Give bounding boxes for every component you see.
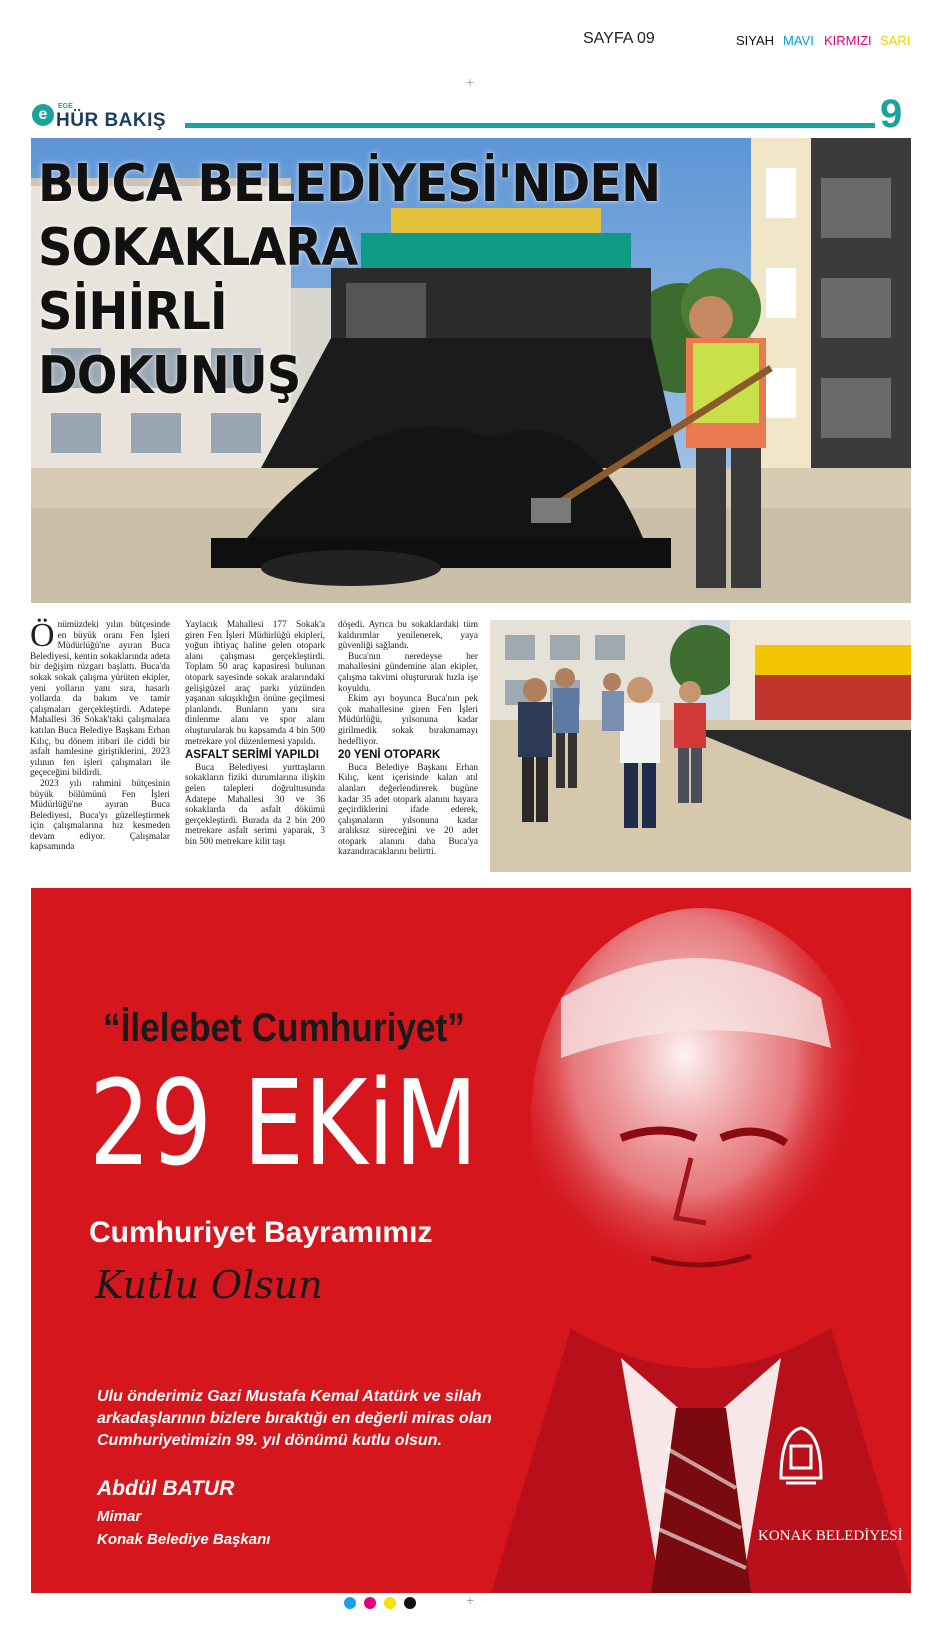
signature-office: Konak Belediye Başkanı	[97, 1531, 271, 1548]
ataturk-portrait-icon	[451, 888, 911, 1593]
headline-line-3: SİHİRLİ	[38, 282, 227, 342]
color-label-yellow: SARI	[880, 33, 911, 48]
article-paragraph: nümüzdeki yılın bütçesinde en büyük oranı Fen İşleri Müdürlüğü'ne ayıran Buca Belediyesi, kentin sokaklarında adeta bir değişim rüzgarı başlattı. Buca'da sokak sokak çalışma yürüten ekipler, yeni yolların yanı sıra, hasarlı yollarda da bakım ve tamir çalışmaları gerçekleştirdi. Adatepe Mahallesi 36 Sokak'taki çalışmalara katılan Buca Belediye Başkanı Erhan Kılıç, bu dönem itibari ile ciddi bir asfalt hamlesine giriştiklerini, 2023 yılının fen işleri çalışmaları ile geçeceğini bildirdi.	[30, 620, 170, 779]
registration-mark: +	[466, 1592, 475, 1608]
subhead-parking: 20 YENİ OTOPARK	[338, 749, 441, 762]
print-dot-cyan	[344, 1597, 356, 1609]
color-label-red: KIRMIZI	[824, 33, 872, 48]
headline-line-2: SOKAKLARA	[38, 218, 358, 278]
org-name: KONAK BELEDİYESİ	[758, 1528, 903, 1544]
masthead-logo-icon: e	[32, 104, 54, 126]
masthead-name: HÜR BAKIŞ	[56, 110, 167, 131]
ad-date: 29 EKiM	[89, 1054, 478, 1192]
article-column-1	[30, 617, 170, 853]
article-paragraph: 2023 yılı rahmini bütçesinin büyük bölümünü Fen İşleri Müdürlüğü'ne ayıran Buca Belediyesi, Buca'yı güzelleştirmek için çalışmalarına hız kesmeden devam ediyor. Çalışmalar kapsamında	[30, 778, 170, 853]
subhead-asphalt: ASFALT SERİMİ YAPILDI	[185, 749, 319, 762]
signature-title: Mimar	[97, 1508, 142, 1525]
ad-subtitle: Cumhuriyet Bayramımız	[89, 1216, 433, 1249]
article-paragraph: Buca Belediyesi yurttaşların sokakların fiziki durumlarına ilişkin gelen talepleri doğrultusunda Adatepe Mahallesi 30 ve 36 sokaklarda da asfalt dökümü gerçekleştirdi. Burada da 2 bin 200 metrekare asfalt serimi yaparak, 3 bin 500 metrekare kilit taşı	[185, 762, 325, 847]
signature-name: Abdül BATUR	[97, 1477, 235, 1500]
article-paragraph: Yaylacık Mahallesi 177 Sokak'a giren Fen İşleri Müdürlüğü ekipleri, yoğun ihtiyaç haline gelen otopark alanı çalışması gerçekleştirdi. Toplam 50 araç kapasiresi bulunan otopark sayesinde sokak aralarındaki gelişigüzel araç parkı yüzünden yaşanan sıkışıklığın önüne geçilmesi planlandı. Bunların yanı sıra dinlenme alanı ve spor alanı oluşturularak bu kapsamda 4 bin 500 metrekare yol düzenlemesi yapıldı.	[185, 620, 325, 747]
republic-day-ad	[31, 888, 911, 1593]
article-column-2	[185, 620, 325, 847]
print-dot-black	[404, 1597, 416, 1609]
headline	[38, 152, 660, 408]
headline-line-4: DOKUNUŞ	[38, 346, 301, 406]
masthead-rule	[185, 123, 875, 128]
dropcap: Ö	[30, 617, 55, 654]
ad-script: Kutlu Olsun	[95, 1263, 323, 1307]
page-number: 9	[880, 92, 903, 136]
masthead-ege: EGE	[58, 103, 73, 110]
color-label-black: SIYAH	[736, 33, 775, 48]
page-label: SAYFA 09	[583, 30, 655, 47]
print-dot-magenta	[364, 1597, 376, 1609]
headline-line-1: BUCA BELEDİYESİ'NDEN	[38, 154, 661, 214]
article-column-3	[338, 620, 478, 858]
article-paragraph: Ekim ayı boyunca Buca'nın pek çok mahallesine giren Fen İşleri Müdürlüğü, yılsonuna kadar girilmedik sokak bırakmamayı hedefliyor.	[338, 694, 478, 747]
article-paragraph: döşedi. Ayrıca bu sokaklardaki tüm kaldırımlar yenilenerek, yaya güvenliği sağlandı.	[338, 620, 478, 652]
ad-quote: “İlelebet Cumhuriyet”	[103, 1006, 465, 1050]
color-label-blue: MAVI	[783, 33, 814, 48]
article-paragraph: Buca Belediye Başkanı Erhan Kılıç, kent içerisinde kalan atıl alanları değerlendirerek bugüne kadar 35 adet otopark alanını hayara geçirdiklerini ifade ederek, çalışmaların yılsonuna kadar aralıksız süreceğini ve 20 adet otopark alanını daha Buca'ya kazandıracaklarını belirtti.	[338, 762, 478, 858]
registration-mark: +	[466, 74, 475, 90]
article-paragraph: Buca'nın neredeyse her mahallesini gündemine alan ekipler, çalışma takvimi oluştururak hızla işe koyuldu.	[338, 651, 478, 694]
ad-message: Ulu önderimiz Gazi Mustafa Kemal Atatürk ve silah arkadaşlarının bizlere bıraktığı en değerli miras olan Cumhuriyetimizin 99. yıl dönümü kutlu olsun.	[97, 1388, 492, 1449]
print-dot-yellow	[384, 1597, 396, 1609]
street-photo	[490, 620, 911, 872]
